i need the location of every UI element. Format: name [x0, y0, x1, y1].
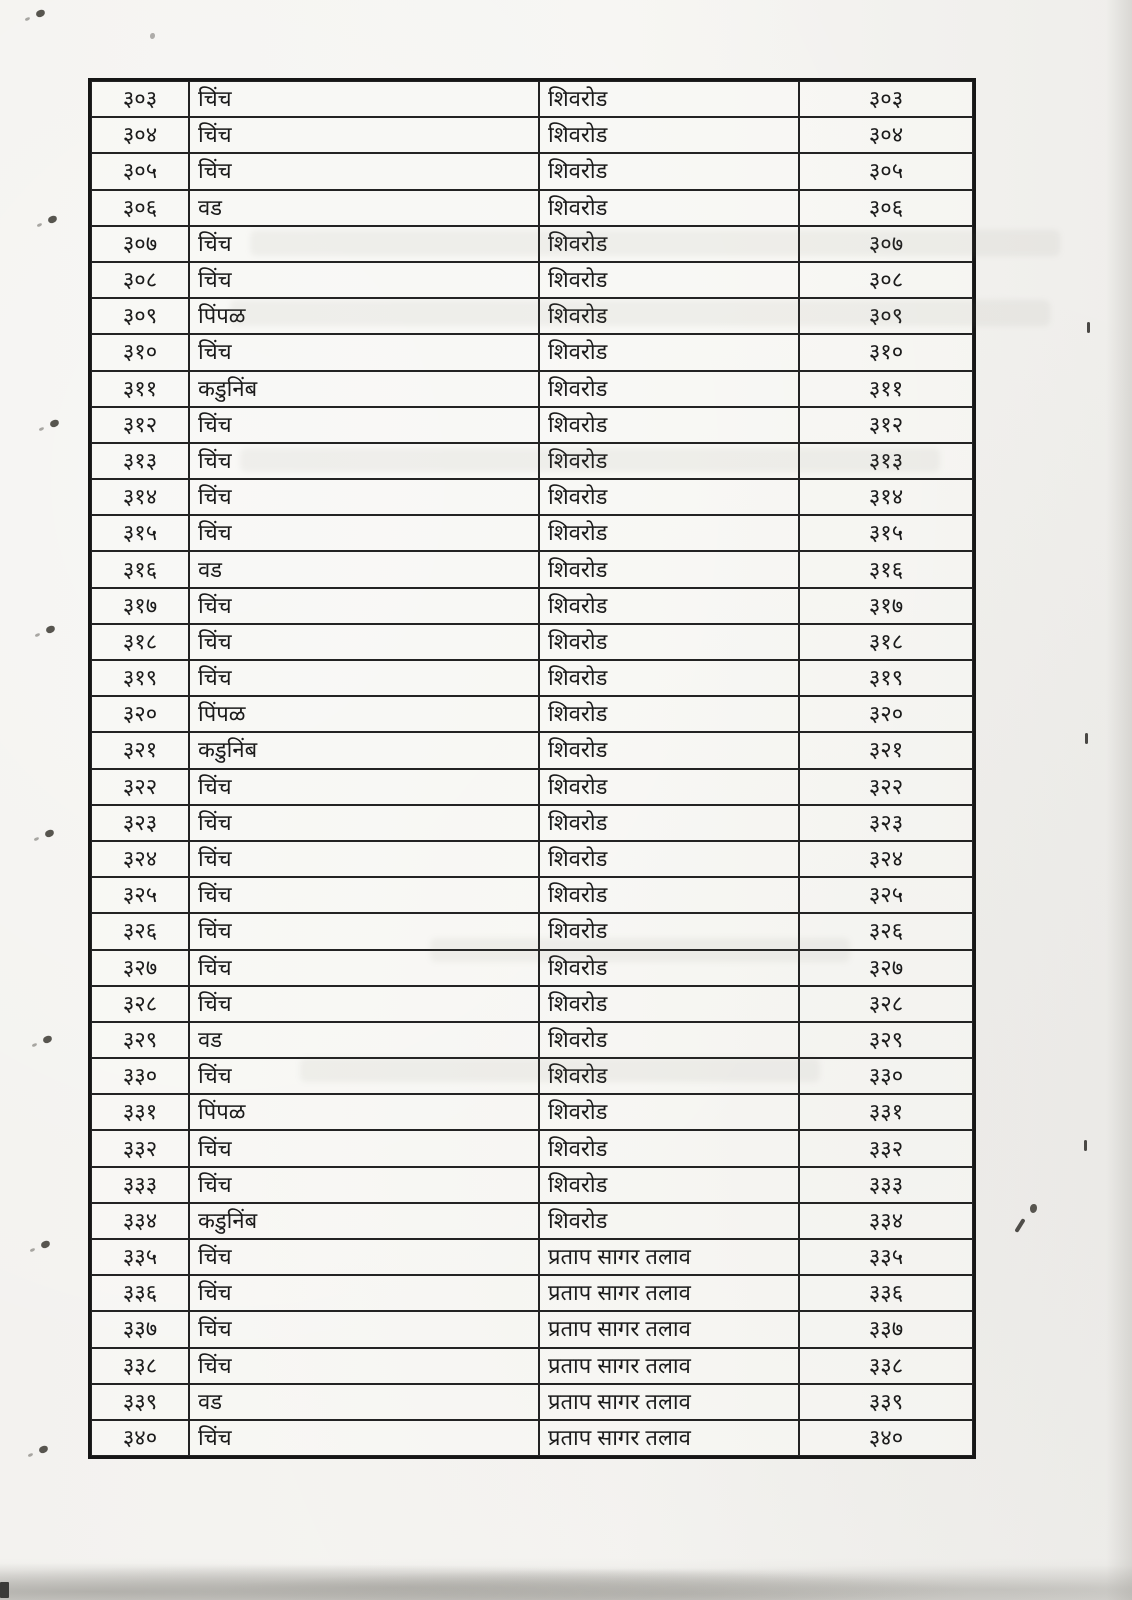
- scan-speck: [47, 215, 58, 224]
- cell-location: शिवरोड: [539, 805, 799, 841]
- cell-location: शिवरोड: [539, 117, 799, 153]
- cell-location: शिवरोड: [539, 298, 799, 334]
- scan-speck: [1030, 1204, 1037, 1213]
- cell-sr-no-repeat: ३२९: [799, 1022, 973, 1058]
- table-row: [91, 986, 973, 1022]
- table-row: [91, 1022, 973, 1058]
- cell-sr-no-repeat: ३१९: [799, 660, 973, 696]
- cell-tree-name: चिंच: [189, 986, 539, 1022]
- table-row: [91, 1239, 973, 1275]
- cell-location: शिवरोड: [539, 950, 799, 986]
- tree-table-body: [91, 81, 973, 1456]
- cell-location: शिवरोड: [539, 551, 799, 587]
- cell-location: शिवरोड: [539, 407, 799, 443]
- table-row: [91, 588, 973, 624]
- table-row: [91, 515, 973, 551]
- cell-location: शिवरोड: [539, 913, 799, 949]
- cell-sr-no-repeat: ३२०: [799, 696, 973, 732]
- table-row: [91, 153, 973, 189]
- scan-speck: [150, 33, 155, 39]
- cell-tree-name: चिंच: [189, 226, 539, 262]
- cell-sr-no: ३०३: [91, 81, 189, 117]
- scan-speck: [49, 419, 60, 428]
- cell-sr-no-repeat: ३०८: [799, 262, 973, 298]
- cell-location: शिवरोड: [539, 769, 799, 805]
- cell-location: शिवरोड: [539, 841, 799, 877]
- table-row: [91, 298, 973, 334]
- scan-speck: [45, 625, 56, 634]
- cell-sr-no: ३१२: [91, 407, 189, 443]
- cell-sr-no-repeat: ३०५: [799, 153, 973, 189]
- cell-sr-no-repeat: ३१२: [799, 407, 973, 443]
- cell-sr-no: ३२६: [91, 913, 189, 949]
- cell-location: शिवरोड: [539, 443, 799, 479]
- cell-tree-name: कडुनिंब: [189, 1203, 539, 1239]
- cell-sr-no-repeat: ३२३: [799, 805, 973, 841]
- table-row: [91, 226, 973, 262]
- cell-location: प्रताप सागर तलाव: [539, 1311, 799, 1347]
- scan-edge-shadow: [1106, 0, 1132, 1600]
- cell-sr-no-repeat: ३२७: [799, 950, 973, 986]
- table-row: [91, 769, 973, 805]
- table-row: [91, 262, 973, 298]
- cell-location: शिवरोड: [539, 153, 799, 189]
- table-row: [91, 1130, 973, 1166]
- cell-sr-no: ३१५: [91, 515, 189, 551]
- table-row: [91, 1348, 973, 1384]
- cell-location: शिवरोड: [539, 624, 799, 660]
- table-row: [91, 1311, 973, 1347]
- cell-location: शिवरोड: [539, 515, 799, 551]
- cell-tree-name: चिंच: [189, 117, 539, 153]
- scan-speck: [1087, 322, 1090, 333]
- cell-sr-no-repeat: ३३७: [799, 1311, 973, 1347]
- cell-sr-no-repeat: ३३४: [799, 1203, 973, 1239]
- cell-sr-no: ३०५: [91, 153, 189, 189]
- cell-location: शिवरोड: [539, 1022, 799, 1058]
- table-row: [91, 805, 973, 841]
- cell-tree-name: वड: [189, 1384, 539, 1420]
- cell-location: शिवरोड: [539, 334, 799, 370]
- cell-location: प्रताप सागर तलाव: [539, 1384, 799, 1420]
- cell-tree-name: चिंच: [189, 769, 539, 805]
- cell-sr-no: ३०९: [91, 298, 189, 334]
- cell-sr-no-repeat: ३३५: [799, 1239, 973, 1275]
- cell-sr-no-repeat: ३०७: [799, 226, 973, 262]
- scan-speck: [42, 1035, 53, 1044]
- cell-sr-no-repeat: ३३३: [799, 1167, 973, 1203]
- cell-location: प्रताप सागर तलाव: [539, 1420, 799, 1456]
- table-row: [91, 950, 973, 986]
- cell-sr-no: ३१३: [91, 443, 189, 479]
- scan-speck: [35, 9, 46, 18]
- cell-sr-no: ३२४: [91, 841, 189, 877]
- cell-location: शिवरोड: [539, 660, 799, 696]
- cell-tree-name: चिंच: [189, 660, 539, 696]
- cell-sr-no: ३३४: [91, 1203, 189, 1239]
- table-row: [91, 841, 973, 877]
- cell-sr-no: ३२५: [91, 877, 189, 913]
- cell-tree-name: चिंच: [189, 1167, 539, 1203]
- table-row: [91, 1384, 973, 1420]
- cell-sr-no: ३३५: [91, 1239, 189, 1275]
- cell-location: शिवरोड: [539, 986, 799, 1022]
- cell-sr-no-repeat: ३३२: [799, 1130, 973, 1166]
- cell-sr-no-repeat: ३३१: [799, 1094, 973, 1130]
- table-row: [91, 443, 973, 479]
- table-row: [91, 1058, 973, 1094]
- table-row: [91, 1275, 973, 1311]
- cell-tree-name: चिंच: [189, 515, 539, 551]
- cell-location: शिवरोड: [539, 1203, 799, 1239]
- scan-speck: [40, 1240, 51, 1249]
- table-row: [91, 913, 973, 949]
- cell-sr-no-repeat: ३१६: [799, 551, 973, 587]
- cell-tree-name: चिंच: [189, 950, 539, 986]
- scan-speck: [44, 829, 55, 838]
- cell-sr-no: ३२२: [91, 769, 189, 805]
- cell-location: शिवरोड: [539, 696, 799, 732]
- cell-sr-no: ३३२: [91, 1130, 189, 1166]
- scan-speck: [1085, 733, 1088, 744]
- cell-tree-name: चिंच: [189, 443, 539, 479]
- cell-location: शिवरोड: [539, 877, 799, 913]
- cell-tree-name: कडुनिंब: [189, 371, 539, 407]
- cell-sr-no: ३३६: [91, 1275, 189, 1311]
- table-row: [91, 551, 973, 587]
- table-row: [91, 479, 973, 515]
- cell-sr-no: ३३१: [91, 1094, 189, 1130]
- cell-sr-no: ३०६: [91, 190, 189, 226]
- cell-sr-no: ३२१: [91, 732, 189, 768]
- cell-sr-no: ३२८: [91, 986, 189, 1022]
- cell-location: शिवरोड: [539, 479, 799, 515]
- cell-sr-no: ३२३: [91, 805, 189, 841]
- cell-tree-name: चिंच: [189, 262, 539, 298]
- cell-tree-name: वड: [189, 190, 539, 226]
- cell-location: शिवरोड: [539, 1094, 799, 1130]
- cell-sr-no: ३३७: [91, 1311, 189, 1347]
- cell-location: शिवरोड: [539, 1167, 799, 1203]
- cell-sr-no-repeat: ३१४: [799, 479, 973, 515]
- scan-edge-texture: [0, 1558, 1132, 1600]
- cell-tree-name: पिंपळ: [189, 696, 539, 732]
- table-row: [91, 696, 973, 732]
- cell-sr-no: ३२७: [91, 950, 189, 986]
- cell-tree-name: पिंपळ: [189, 1094, 539, 1130]
- cell-sr-no-repeat: ३२५: [799, 877, 973, 913]
- cell-sr-no: ३१७: [91, 588, 189, 624]
- cell-sr-no-repeat: ३२८: [799, 986, 973, 1022]
- cell-location: शिवरोड: [539, 262, 799, 298]
- cell-sr-no: ३३८: [91, 1348, 189, 1384]
- cell-tree-name: चिंच: [189, 407, 539, 443]
- table-row: [91, 117, 973, 153]
- table-row: [91, 877, 973, 913]
- cell-tree-name: चिंच: [189, 805, 539, 841]
- cell-location: शिवरोड: [539, 1058, 799, 1094]
- scan-speck: [38, 1445, 49, 1454]
- table-row: [91, 732, 973, 768]
- cell-sr-no-repeat: ३०४: [799, 117, 973, 153]
- cell-sr-no-repeat: ३३९: [799, 1384, 973, 1420]
- scan-speck: [1014, 1218, 1025, 1233]
- cell-location: शिवरोड: [539, 732, 799, 768]
- cell-sr-no-repeat: ३२६: [799, 913, 973, 949]
- cell-tree-name: चिंच: [189, 841, 539, 877]
- table-row: [91, 1420, 973, 1456]
- cell-location: शिवरोड: [539, 226, 799, 262]
- cell-sr-no: ३११: [91, 371, 189, 407]
- cell-sr-no: ३१९: [91, 660, 189, 696]
- table-row: [91, 334, 973, 370]
- cell-location: प्रताप सागर तलाव: [539, 1239, 799, 1275]
- cell-tree-name: चिंच: [189, 1130, 539, 1166]
- cell-tree-name: वड: [189, 551, 539, 587]
- cell-sr-no-repeat: ३१७: [799, 588, 973, 624]
- cell-sr-no-repeat: ३११: [799, 371, 973, 407]
- cell-sr-no-repeat: ३३६: [799, 1275, 973, 1311]
- cell-tree-name: चिंच: [189, 1311, 539, 1347]
- cell-sr-no-repeat: ३२२: [799, 769, 973, 805]
- cell-sr-no-repeat: ३०६: [799, 190, 973, 226]
- scan-corner-mark: [0, 1582, 9, 1598]
- cell-location: शिवरोड: [539, 81, 799, 117]
- cell-tree-name: चिंच: [189, 1275, 539, 1311]
- cell-sr-no: ३१०: [91, 334, 189, 370]
- table-row: [91, 1203, 973, 1239]
- cell-sr-no: ३०४: [91, 117, 189, 153]
- cell-sr-no: ३२०: [91, 696, 189, 732]
- cell-tree-name: पिंपळ: [189, 298, 539, 334]
- cell-tree-name: कडुनिंब: [189, 732, 539, 768]
- cell-sr-no-repeat: ३२१: [799, 732, 973, 768]
- cell-sr-no-repeat: ३१८: [799, 624, 973, 660]
- cell-location: शिवरोड: [539, 588, 799, 624]
- cell-tree-name: चिंच: [189, 1420, 539, 1456]
- cell-tree-name: चिंच: [189, 153, 539, 189]
- table-row: [91, 407, 973, 443]
- cell-sr-no: ३०८: [91, 262, 189, 298]
- cell-sr-no: ३०७: [91, 226, 189, 262]
- cell-sr-no: ३२९: [91, 1022, 189, 1058]
- table-row: [91, 371, 973, 407]
- cell-sr-no-repeat: ३०३: [799, 81, 973, 117]
- cell-sr-no-repeat: ३१०: [799, 334, 973, 370]
- table-row: [91, 1167, 973, 1203]
- table-row: [91, 660, 973, 696]
- cell-tree-name: चिंच: [189, 624, 539, 660]
- cell-tree-name: चिंच: [189, 588, 539, 624]
- cell-location: प्रताप सागर तलाव: [539, 1275, 799, 1311]
- cell-sr-no: ३१६: [91, 551, 189, 587]
- cell-tree-name: चिंच: [189, 1348, 539, 1384]
- cell-location: शिवरोड: [539, 371, 799, 407]
- scan-speck: [1084, 1140, 1087, 1151]
- cell-sr-no-repeat: ३०९: [799, 298, 973, 334]
- cell-location: शिवरोड: [539, 190, 799, 226]
- cell-tree-name: चिंच: [189, 913, 539, 949]
- cell-sr-no: ३४०: [91, 1420, 189, 1456]
- table-row: [91, 190, 973, 226]
- cell-sr-no-repeat: ३३०: [799, 1058, 973, 1094]
- cell-sr-no: ३३९: [91, 1384, 189, 1420]
- cell-tree-name: चिंच: [189, 877, 539, 913]
- cell-tree-name: चिंच: [189, 479, 539, 515]
- cell-sr-no: ३३०: [91, 1058, 189, 1094]
- cell-location: प्रताप सागर तलाव: [539, 1348, 799, 1384]
- cell-sr-no-repeat: ३१३: [799, 443, 973, 479]
- cell-tree-name: वड: [189, 1022, 539, 1058]
- table-row: [91, 624, 973, 660]
- cell-sr-no-repeat: ३४०: [799, 1420, 973, 1456]
- tree-register-table: [88, 78, 976, 1459]
- cell-tree-name: चिंच: [189, 334, 539, 370]
- cell-tree-name: चिंच: [189, 1058, 539, 1094]
- cell-sr-no-repeat: ३२४: [799, 841, 973, 877]
- cell-tree-name: चिंच: [189, 81, 539, 117]
- table-row: [91, 81, 973, 117]
- cell-location: शिवरोड: [539, 1130, 799, 1166]
- cell-sr-no-repeat: ३३८: [799, 1348, 973, 1384]
- cell-sr-no: ३१८: [91, 624, 189, 660]
- cell-sr-no: ३३३: [91, 1167, 189, 1203]
- cell-sr-no: ३१४: [91, 479, 189, 515]
- cell-sr-no-repeat: ३१५: [799, 515, 973, 551]
- cell-tree-name: चिंच: [189, 1239, 539, 1275]
- table-row: [91, 1094, 973, 1130]
